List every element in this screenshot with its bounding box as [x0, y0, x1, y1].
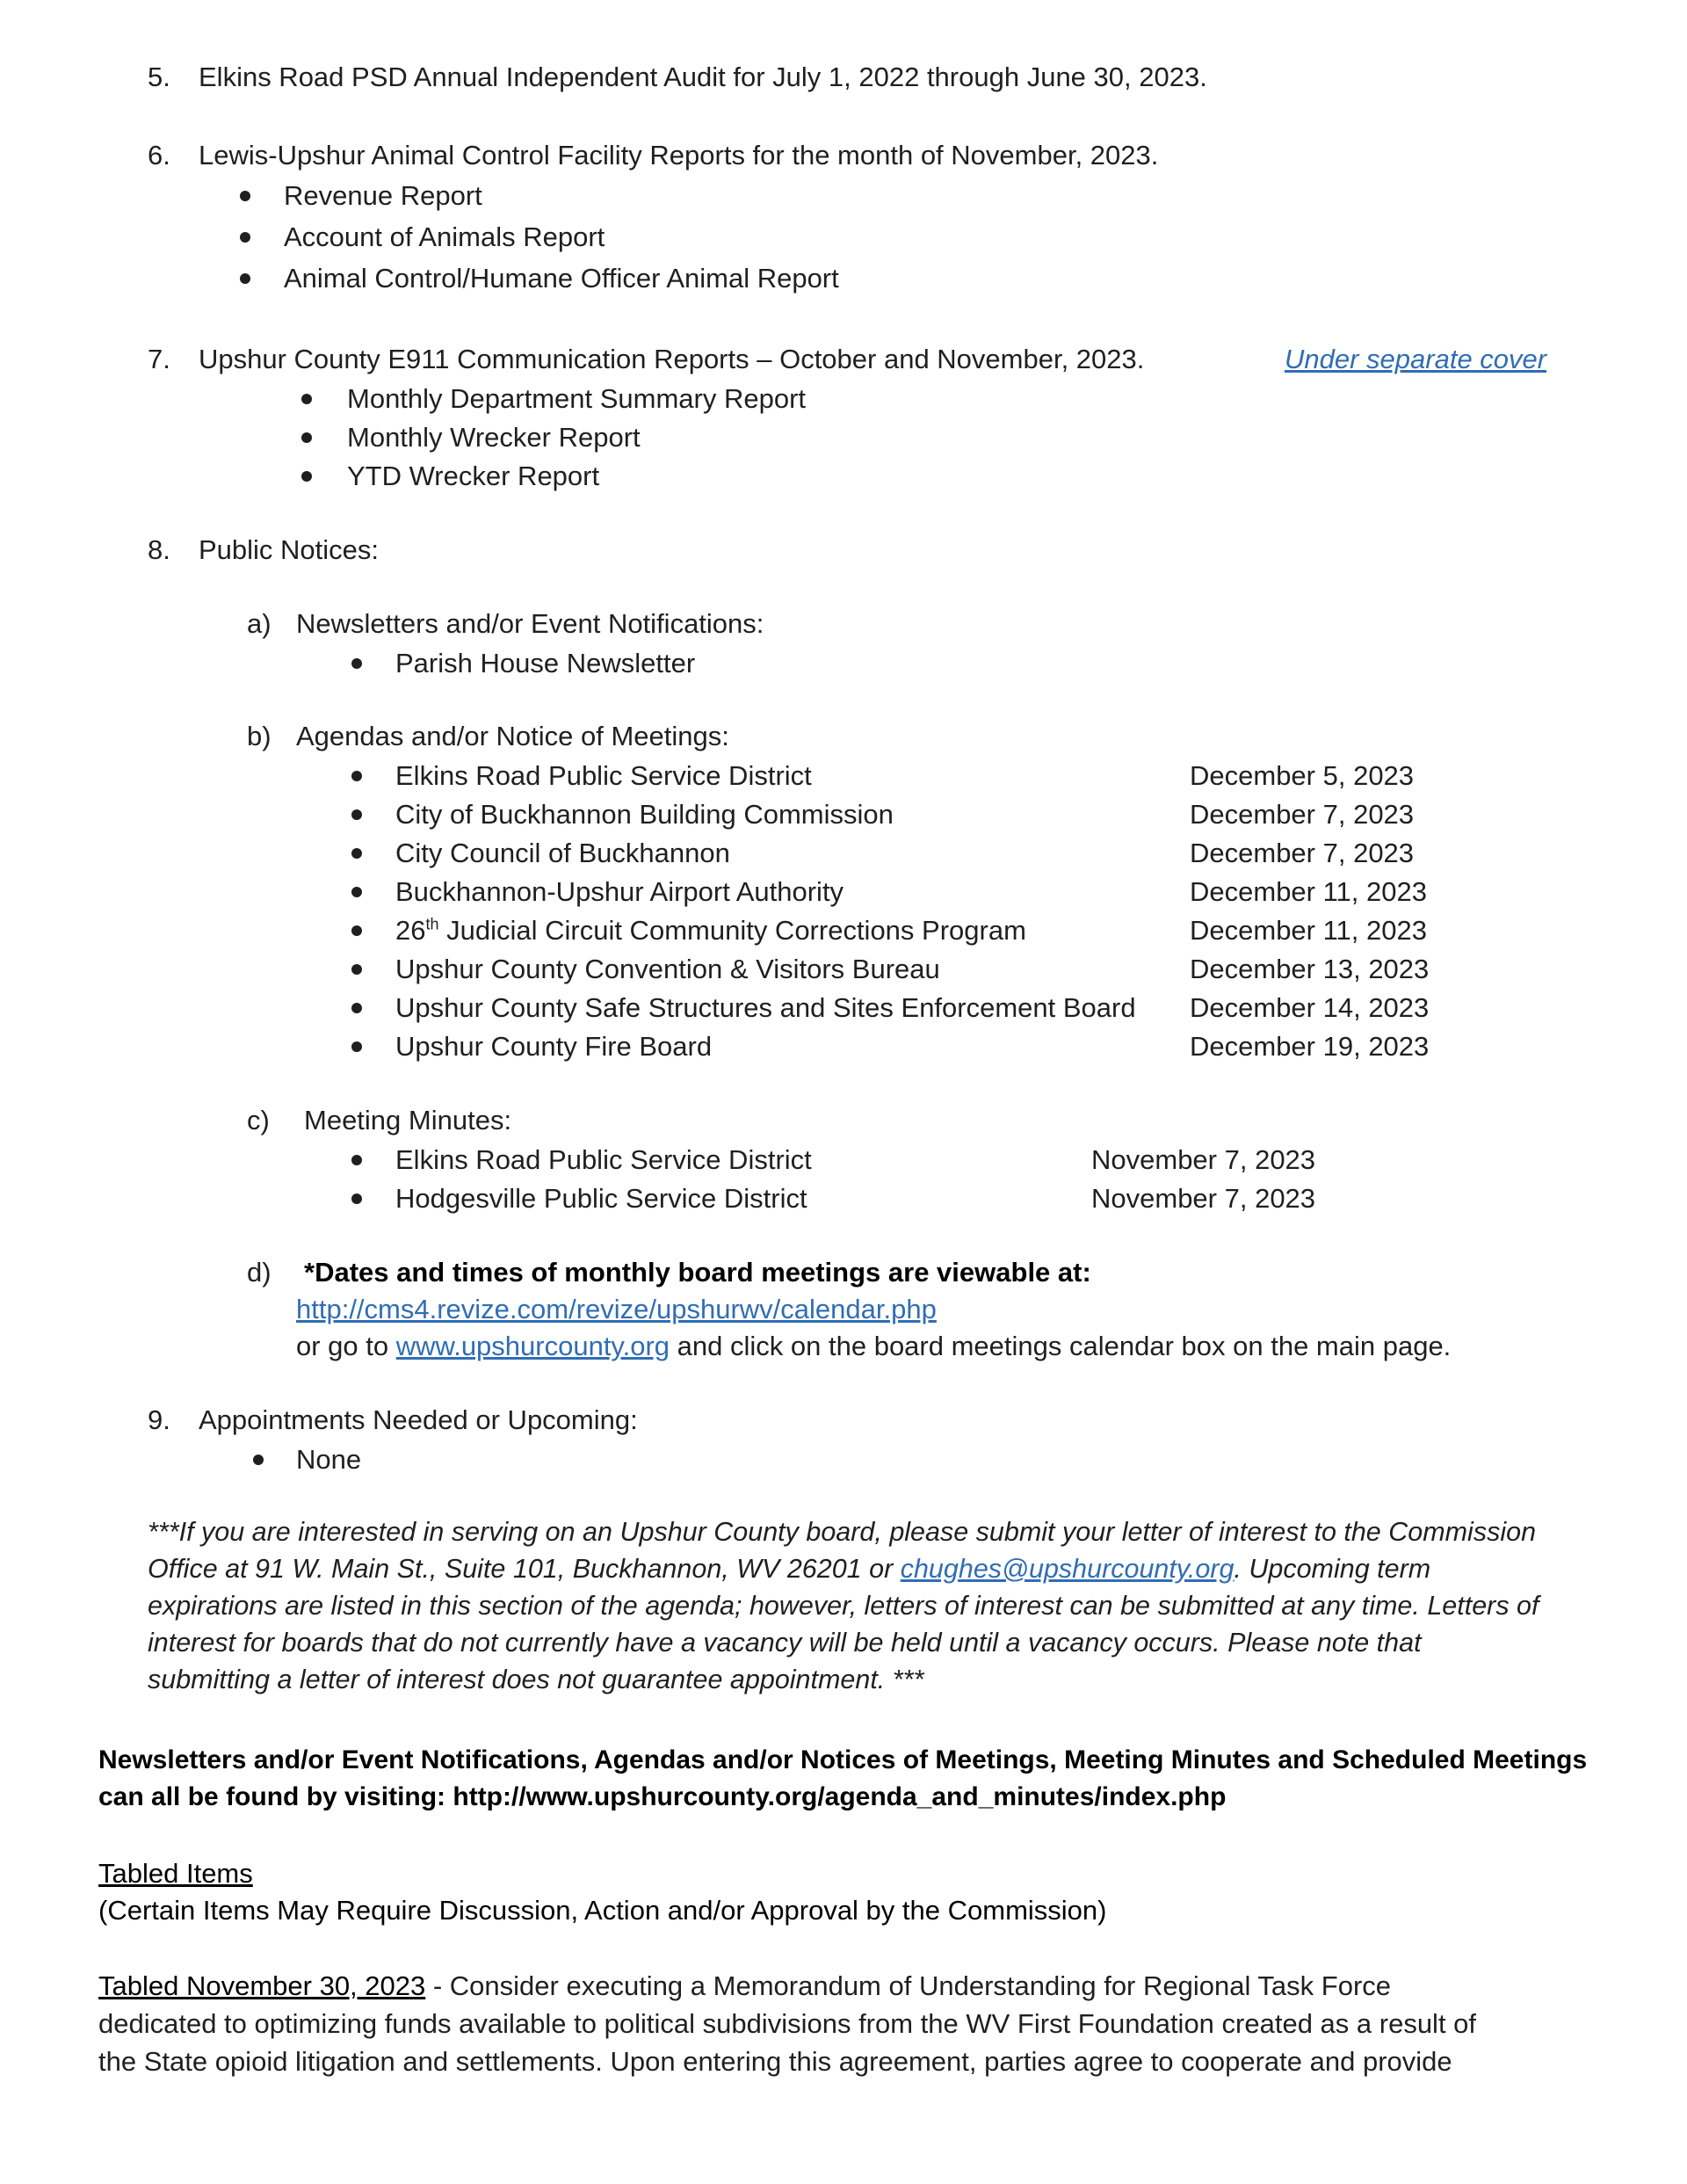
item-5-text: Elkins Road PSD Annual Independent Audit for July 1, 2022 through June 30, 2023.: [199, 62, 1207, 92]
meeting-name: Elkins Road Public Service District: [395, 760, 812, 791]
item-6-number: 6.: [148, 140, 170, 171]
item-9-number: 9.: [148, 1404, 170, 1435]
tabled-items-heading: Tabled Items: [98, 1858, 253, 1889]
bullet-icon: [351, 848, 362, 859]
meeting-name: City Council of Buckhannon: [395, 838, 730, 868]
item-7-bullet-1: Monthly Department Summary Report: [347, 383, 807, 414]
item-8a-bullet-1: Parish House Newsletter: [395, 648, 696, 678]
bullet-icon: [351, 1155, 362, 1165]
bullet-icon: [351, 1003, 362, 1013]
meeting-name: Upshur County Safe Structures and Sites Enforcement Board: [395, 992, 1136, 1023]
item-9-text: Appointments Needed or Upcoming:: [199, 1404, 638, 1435]
tabled-item-label: Tabled November 30, 2023: [98, 1970, 426, 2001]
interest-note: [148, 1513, 1539, 1698]
meeting-date: December 13, 2023: [1190, 954, 1430, 984]
item-7-bullet-2: Monthly Wrecker Report: [347, 422, 641, 453]
bullet-icon: [351, 964, 362, 975]
found-note: [98, 1742, 1587, 1816]
meeting-name: 26th Judicial Circuit Community Corrections Program: [395, 915, 1026, 946]
bullet-icon: [351, 809, 362, 820]
email-link[interactable]: chughes@upshurcounty.org: [900, 1554, 1234, 1584]
item-7-number: 7.: [148, 344, 170, 374]
bullet-icon: [253, 1455, 264, 1465]
item-6-text: Lewis-Upshur Animal Control Facility Reports for the month of November, 2023.: [199, 140, 1159, 171]
under-separate-cover-link[interactable]: Under separate cover: [1285, 344, 1547, 374]
item-6-bullet-2: Account of Animals Report: [284, 221, 605, 252]
item-8d-letter: d): [247, 1257, 272, 1288]
item-6-bullet-3: Animal Control/Humane Officer Animal Report: [284, 263, 839, 294]
bullet-icon: [351, 771, 362, 781]
item-8d-instructions: or go to www.upshurcounty.org and click on the board meetings calendar box on the main page.: [296, 1331, 1452, 1361]
bullet-icon: [351, 1194, 362, 1204]
bullet-icon: [351, 887, 362, 897]
meeting-name: City of Buckhannon Building Commission: [395, 799, 894, 830]
tabled-item-line: the State opioid litigation and settlements. Upon entering this agreement, parties agree to cooperate and provide: [98, 2046, 1452, 2077]
tabled-items-subheading: (Certain Items May Require Discussion, Action and/or Approval by the Commission): [98, 1895, 1107, 1926]
bullet-icon: [301, 471, 312, 482]
item-8a-letter: a): [247, 608, 272, 639]
tabled-item-line: dedicated to optimizing funds available to political subdivisions from the WV First Foundation created as a result of: [98, 2008, 1477, 2039]
meeting-name: Buckhannon-Upshur Airport Authority: [395, 876, 844, 907]
item-9-bullet-1: None: [296, 1444, 362, 1475]
calendar-link[interactable]: http://cms4.revize.com/revize/upshurwv/calendar.php: [296, 1294, 937, 1324]
interest-note-line: interest for boards that do not currently have a vacancy will be held until a vacancy occurs. Please note that: [148, 1628, 1422, 1658]
tabled-item-line: Tabled November 30, 2023 - Consider executing a Memorandum of Understanding for Regional Task Force: [98, 1970, 1392, 2001]
item-7-bullet-3: YTD Wrecker Report: [347, 461, 600, 491]
meeting-name: Upshur County Fire Board: [395, 1031, 713, 1062]
bullet-icon: [301, 432, 312, 443]
interest-note-line: Office at 91 W. Main St., Suite 101, Buckhannon, WV 26201 or chughes@upshurcounty.org. Upcoming term: [148, 1554, 1431, 1584]
interest-note-line: submitting a letter of interest does not guarantee appointment. ***: [148, 1665, 924, 1694]
bullet-icon: [351, 658, 362, 669]
item-5-number: 5.: [148, 62, 170, 92]
meeting-date: December 7, 2023: [1190, 838, 1415, 868]
meeting-date: December 11, 2023: [1190, 876, 1427, 907]
minutes-name: Hodgesville Public Service District: [395, 1183, 807, 1214]
meeting-name: Upshur County Convention & Visitors Bureau: [395, 954, 940, 984]
item-8-number: 8.: [148, 534, 170, 565]
item-8b-letter: b): [247, 721, 272, 751]
tabled-item: [98, 1967, 1476, 2080]
item-7-text: Upshur County E911 Communication Reports – October and November, 2023.: [199, 344, 1145, 374]
item-6-bullet-1: Revenue Report: [284, 180, 482, 211]
item-8-text: Public Notices:: [199, 534, 380, 565]
interest-note-line: expirations are listed in this section of the agenda; however, letters of interest can be submitted at any time. Letters of: [148, 1591, 1539, 1621]
bullet-icon: [240, 191, 250, 201]
item-8c-title: Meeting Minutes:: [304, 1105, 512, 1136]
found-note-line: Newsletters and/or Event Notifications, Agendas and/or Notices of Meetings, Meeting Minutes and Scheduled Meetings: [98, 1745, 1588, 1774]
item-8c-letter: c): [247, 1105, 270, 1136]
upshurcounty-link[interactable]: www.upshurcounty.org: [395, 1331, 670, 1361]
meeting-date: December 5, 2023: [1190, 760, 1415, 791]
meeting-date: December 7, 2023: [1190, 799, 1415, 830]
bullet-icon: [351, 925, 362, 936]
meeting-date: December 14, 2023: [1190, 992, 1430, 1023]
meeting-date: December 19, 2023: [1190, 1031, 1430, 1062]
meeting-date: December 11, 2023: [1190, 915, 1427, 946]
item-8d-title: *Dates and times of monthly board meetings are viewable at:: [304, 1257, 1091, 1288]
bullet-icon: [240, 232, 250, 243]
interest-note-line: ***If you are interested in serving on an Upshur County board, please submit your letter of interest to the Commission: [148, 1517, 1537, 1547]
minutes-date: November 7, 2023: [1091, 1144, 1316, 1175]
minutes-date: November 7, 2023: [1091, 1183, 1316, 1214]
item-8b-title: Agendas and/or Notice of Meetings:: [296, 721, 729, 751]
found-note-line: can all be found by visiting: http://www.upshurcounty.org/agenda_and_minutes/index.php: [98, 1782, 1227, 1811]
minutes-name: Elkins Road Public Service District: [395, 1144, 812, 1175]
item-8a-title: Newsletters and/or Event Notifications:: [296, 608, 764, 639]
bullet-icon: [240, 273, 250, 284]
bullet-icon: [351, 1041, 362, 1052]
bullet-icon: [301, 394, 312, 404]
